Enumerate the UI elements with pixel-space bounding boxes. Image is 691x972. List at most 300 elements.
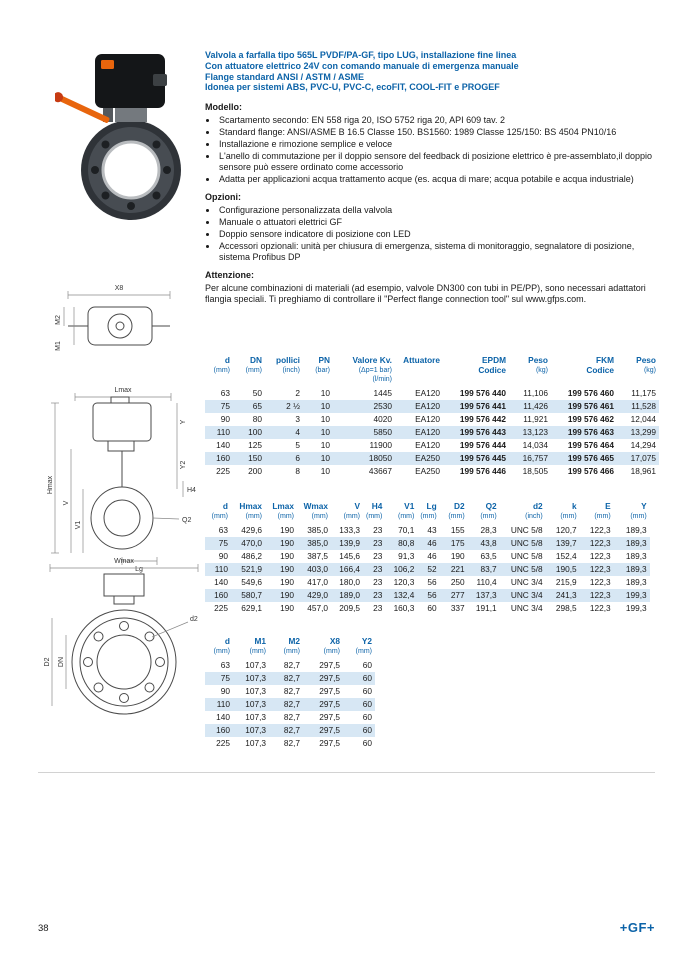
table-cell: EA250	[415, 465, 440, 476]
table-cell: 166,4	[339, 563, 360, 574]
table-row	[205, 387, 659, 400]
table-cell: 6	[295, 452, 300, 463]
table-cell: 80,8	[398, 537, 415, 548]
table-cell: 60	[362, 737, 372, 748]
column-header: Lg (mm)	[420, 501, 437, 520]
column-header: Hmax (mm)	[239, 501, 262, 520]
description-column	[205, 50, 657, 305]
table-row	[205, 452, 659, 465]
table-cell: 200	[248, 465, 262, 476]
table-cell: 56	[427, 589, 437, 600]
table-cell: 10	[320, 413, 330, 424]
table-cell: 110	[216, 698, 230, 709]
table-cell: 63	[220, 659, 230, 670]
table-cell: 56	[427, 576, 437, 587]
table-cell: 190,5	[555, 563, 577, 574]
table-cell: 199 576 462	[567, 413, 614, 424]
table-cell: 1445	[373, 387, 392, 398]
table-cell: 10	[320, 426, 330, 437]
table-cell: 5850	[373, 426, 392, 437]
dim-label-lg: Lg	[135, 566, 143, 573]
title-line: Flange standard ANSI / ASTM / ASME	[205, 71, 365, 82]
table-cell: 65	[252, 400, 262, 411]
column-header: Peso (kg)	[636, 355, 656, 374]
table-cell: 122,3	[589, 550, 611, 561]
table-row	[205, 672, 375, 685]
column-header: k (mm)	[560, 501, 577, 520]
table-cell: 17,075	[630, 452, 656, 463]
table-cell: 120,7	[555, 524, 577, 535]
table-cell: 82,7	[283, 685, 300, 696]
table-cell: 90	[218, 550, 228, 561]
column-header: D2 (mm)	[448, 501, 465, 520]
table-cell: 221	[450, 563, 465, 574]
table-cell: 122,3	[589, 537, 611, 548]
table-cell: EA120	[415, 413, 440, 424]
table-cell: 23	[373, 524, 383, 535]
table-cell: 10	[320, 439, 330, 450]
table-cell: 60	[362, 672, 372, 683]
table-cell: 122,3	[589, 576, 611, 587]
table-cell: 190	[280, 537, 294, 548]
column-header: FKM Codice	[586, 355, 614, 375]
table-cell: UNC 3/4	[510, 602, 543, 613]
column-header: Attuatore	[403, 355, 440, 365]
table-cell: 122,3	[589, 563, 611, 574]
column-header: Wmax (mm)	[303, 501, 328, 520]
title-line: Valvola a farfalla tipo 565L PVDF/PA-GF, tipo LUG, installazione fine linea	[205, 50, 517, 60]
codes-table	[205, 356, 659, 478]
table-cell: 28,3	[480, 524, 497, 535]
top-view-drawing	[52, 282, 187, 369]
table-cell: 11900	[369, 439, 392, 450]
product-photo	[55, 48, 205, 238]
bullet-item: • Doppio sensore indicatore di posizione con LED	[218, 229, 657, 240]
column-header: DN (mm)	[245, 355, 262, 374]
bullet-item: • Standard flange: ANSI/ASME B 16.5 Classe 150. BS1560: 1989 Classe 125/150: BS 4504 PN10/16	[218, 127, 657, 138]
table-cell: 13,299	[630, 426, 656, 437]
table-cell: 82,7	[283, 711, 300, 722]
column-header: M2 (mm)	[283, 636, 300, 655]
mounting-dimensions-table	[205, 637, 375, 750]
table-cell: 132,4	[393, 589, 415, 600]
table-cell: 82,7	[283, 724, 300, 735]
column-header: Valore Kv. (Δp=1 bar) (l/min)	[352, 355, 392, 383]
table-cell: 122,3	[589, 589, 611, 600]
table-row	[205, 711, 375, 724]
table-cell: 580,7	[241, 589, 262, 600]
table-cell: 140	[216, 711, 230, 722]
table-cell: 199 576 442	[459, 413, 506, 424]
table-cell: 18050	[368, 452, 392, 463]
table-cell: 60	[362, 711, 372, 722]
table-cell: 11,921	[523, 413, 548, 424]
table-cell: 63,5	[480, 550, 497, 561]
table-row	[205, 563, 650, 576]
table-cell: 190	[450, 550, 465, 561]
table-cell: 10	[320, 465, 330, 476]
table-cell: UNC 3/4	[510, 576, 543, 587]
table-cell: 107,3	[245, 737, 266, 748]
bullet-item: • Accessori opzionali: unità per chiusura di emergenza, sistema di monitoraggio, segnalatore di posizione, sistema Profibus DP	[218, 241, 657, 263]
table-cell: 110	[214, 563, 228, 574]
table-cell: EA120	[415, 400, 440, 411]
table-cell: 385,0	[307, 524, 328, 535]
dim-label-lmax: Lmax	[114, 387, 132, 394]
table-cell: 199 576 466	[567, 465, 614, 476]
table-cell: 199 576 445	[459, 452, 506, 463]
table-row	[205, 400, 659, 413]
table-cell: 82,7	[283, 737, 300, 748]
table-cell: 297,5	[319, 672, 340, 683]
table-cell: 75	[218, 537, 228, 548]
table-row	[205, 602, 650, 615]
table-cell: 107,3	[245, 724, 266, 735]
table-cell: UNC 3/4	[510, 589, 543, 600]
table-cell: UNC 5/8	[510, 550, 543, 561]
section-title-opzioni: Opzioni:	[205, 192, 241, 203]
dim-label-v1: V1	[75, 520, 82, 530]
table-cell: 10	[320, 387, 330, 398]
front-view-drawing	[45, 385, 200, 578]
table-cell: 60	[362, 724, 372, 735]
table-row	[205, 659, 375, 672]
table-cell: 2 ½	[286, 400, 300, 411]
table-cell: 46	[427, 537, 437, 548]
title-line: Con attuatore elettrico 24V con comando manuale di emergenza manuale	[205, 60, 519, 71]
column-header: V (mm)	[343, 501, 360, 520]
column-header: M1 (mm)	[249, 636, 266, 655]
table-cell: 486,2	[241, 550, 262, 561]
table-cell: 4	[295, 426, 300, 437]
table-cell: 11,175	[631, 387, 656, 398]
column-header: H4 (mm)	[366, 501, 383, 520]
bullet-item: • Manuale o attuatori elettrici GF	[218, 217, 657, 228]
table-cell: 43,8	[480, 537, 497, 548]
table-cell: 429,0	[307, 589, 328, 600]
table-cell: 60	[362, 659, 372, 670]
table-cell: 100	[248, 426, 262, 437]
table-cell: 297,5	[319, 737, 340, 748]
table-cell: 189,3	[625, 563, 647, 574]
table-row	[205, 589, 650, 602]
bullet-item: • Adatta per applicazioni acqua trattamento acque (es. acqua di mare; acqua potabile e acqua industriale)	[218, 174, 657, 185]
table-cell: 199,3	[625, 589, 647, 600]
table-cell: 297,5	[319, 724, 340, 735]
table-cell: 10	[320, 452, 330, 463]
table-cell: 199,3	[625, 602, 647, 613]
table-cell: 429,6	[241, 524, 262, 535]
table-cell: 23	[373, 537, 383, 548]
table-cell: 403,0	[307, 563, 328, 574]
table-cell: 75	[220, 400, 230, 411]
table-cell: 18,961	[630, 465, 656, 476]
table-cell: 241,3	[555, 589, 577, 600]
table-cell: 90	[220, 685, 230, 696]
table-cell: 43667	[368, 465, 392, 476]
column-header: pollici (inch)	[276, 355, 300, 374]
table-cell: 150	[248, 452, 262, 463]
table-cell: 11,426	[523, 400, 548, 411]
table-cell: 190	[280, 563, 294, 574]
table-cell: 3	[295, 413, 300, 424]
modello-bullet-list	[205, 115, 657, 185]
section-title-modello: Modello:	[205, 102, 242, 113]
table-cell: 250	[450, 576, 465, 587]
column-header: E (mm)	[594, 501, 611, 520]
table-row	[205, 550, 650, 563]
table-cell: 60	[362, 685, 372, 696]
table-row	[205, 537, 650, 550]
column-header: d (mm)	[211, 501, 228, 520]
table-cell: 23	[373, 563, 383, 574]
table-cell: 189,0	[339, 589, 360, 600]
dim-label-d2-small: d2	[190, 616, 198, 623]
table-cell: 190	[280, 602, 294, 613]
gf-logo: +GF+	[619, 920, 655, 935]
dim-label-x8: X8	[114, 285, 124, 292]
column-header: Lmax (mm)	[272, 501, 294, 520]
bullet-item: • L'anello di commutazione per il doppio sensore del feedback di posizione elettrico è pre-assemblato,il doppio sensore può essere ordinato come accessorio	[218, 151, 657, 173]
table-cell: 125	[248, 439, 262, 450]
table-row	[205, 685, 375, 698]
table-cell: 199 576 443	[459, 426, 506, 437]
table-cell: 190	[280, 589, 294, 600]
table-cell: 180,0	[339, 576, 360, 587]
table-cell: 2530	[373, 400, 392, 411]
table-cell: 46	[427, 550, 437, 561]
table-row	[205, 724, 375, 737]
table-cell: 60	[427, 602, 437, 613]
table-cell: EA120	[415, 426, 440, 437]
table-header-row	[205, 637, 375, 659]
column-header: V1 (mm)	[398, 501, 415, 520]
table-cell: 199 576 440	[459, 387, 506, 398]
table-cell: 160	[216, 452, 230, 463]
dim-label-y2: Y2	[180, 460, 187, 470]
table-cell: 122,3	[589, 602, 611, 613]
table-cell: 297,5	[319, 711, 340, 722]
table-cell: 137,3	[475, 589, 497, 600]
table-cell: 199 576 463	[567, 426, 614, 437]
table-cell: 10	[320, 400, 330, 411]
table-cell: 83,7	[480, 563, 497, 574]
table-cell: 43	[427, 524, 437, 535]
table-cell: 14,034	[522, 439, 548, 450]
table-row	[205, 439, 659, 452]
face-view-drawing	[40, 556, 208, 736]
table-cell: 14,294	[630, 439, 656, 450]
table-cell: 107,3	[245, 672, 266, 683]
table-cell: UNC 5/8	[510, 563, 543, 574]
dim-label-wmax: Wmax	[114, 558, 134, 565]
table-cell: 50	[252, 387, 262, 398]
table-row	[205, 465, 659, 478]
table-cell: 106,2	[393, 563, 415, 574]
table-cell: 4020	[373, 413, 392, 424]
valve-actuator-photo	[55, 48, 205, 233]
opzioni-bullet-list	[205, 205, 657, 263]
table-cell: 91,3	[398, 550, 415, 561]
table-cell: 297,5	[319, 659, 340, 670]
mounting-table-wrap	[205, 637, 375, 750]
column-header: PN (bar)	[315, 355, 330, 374]
table-cell: 139,9	[339, 537, 360, 548]
page-title	[205, 50, 657, 93]
table-cell: 63	[218, 524, 228, 535]
bullet-item: • Scartamento secondo: EN 558 riga 20, ISO 5752 riga 20, API 609 tav. 2	[218, 115, 657, 126]
table-cell: UNC 5/8	[510, 537, 543, 548]
dimensions-table	[205, 502, 650, 615]
column-header: EPDM Codice	[478, 355, 506, 375]
dim-label-d2-big: D2	[44, 657, 51, 667]
page-number: 38	[38, 923, 49, 934]
table-cell: 110	[216, 426, 230, 437]
table-cell: 297,5	[319, 698, 340, 709]
column-header: X8 (mm)	[323, 636, 340, 655]
table-cell: 337	[450, 602, 465, 613]
table-cell: 385,0	[307, 537, 328, 548]
table-cell: 225	[216, 737, 230, 748]
table-cell: 5	[295, 439, 300, 450]
table-cell: 209,5	[339, 602, 360, 613]
table-cell: 160,3	[393, 602, 415, 613]
column-header: Peso (kg)	[528, 355, 548, 374]
table-cell: 139,7	[555, 537, 577, 548]
table-cell: 75	[220, 672, 230, 683]
column-header: Q2 (mm)	[480, 501, 497, 520]
table-cell: 175	[450, 537, 465, 548]
table-row	[205, 524, 650, 537]
table-cell: 110,4	[476, 576, 497, 587]
column-header: d (mm)	[213, 355, 230, 374]
table-cell: 107,3	[245, 659, 266, 670]
table-row	[205, 413, 659, 426]
table-header-row	[205, 356, 659, 387]
table-cell: 629,1	[241, 602, 262, 613]
table-cell: 11,106	[523, 387, 548, 398]
table-cell: 120,3	[393, 576, 415, 587]
table-cell: 470,0	[241, 537, 262, 548]
table-cell: 387,5	[307, 550, 328, 561]
table-cell: 521,9	[241, 563, 262, 574]
dim-label-hmax: Hmax	[47, 475, 54, 495]
column-header: d2 (inch)	[525, 501, 543, 520]
table-cell: 191,1	[475, 602, 497, 613]
table-cell: 190	[280, 550, 294, 561]
table-cell: 189,3	[625, 524, 647, 535]
table-cell: 140	[216, 439, 230, 450]
table-cell: 18,505	[522, 465, 548, 476]
table-cell: EA250	[415, 452, 440, 463]
table-cell: 23	[373, 589, 383, 600]
table-cell: 140	[214, 576, 228, 587]
table-cell: 82,7	[283, 672, 300, 683]
table-cell: 199 576 460	[567, 387, 614, 398]
table-cell: 107,3	[245, 711, 266, 722]
table-cell: 52	[427, 563, 437, 574]
dim-label-v: V	[63, 500, 70, 506]
table-cell: 160	[214, 589, 228, 600]
table-cell: 189,3	[625, 576, 647, 587]
table-row	[205, 576, 650, 589]
table-cell: 199 576 461	[567, 400, 614, 411]
table-row	[205, 698, 375, 711]
table-cell: 160	[216, 724, 230, 735]
dim-label-q2: Q2	[182, 517, 192, 524]
table-cell: 225	[214, 602, 228, 613]
table-cell: 13,123	[522, 426, 548, 437]
table-cell: 277	[450, 589, 465, 600]
table-cell: 90	[220, 413, 230, 424]
codes-table-wrap	[205, 356, 659, 478]
table-cell: 16,757	[522, 452, 548, 463]
table-cell: 190	[280, 524, 294, 535]
title-line: Idonea per sistemi ABS, PVC-U, PVC-C, ecoFIT, COOL-FIT e PROGEF	[205, 82, 500, 93]
column-header: d (mm)	[213, 636, 230, 655]
table-cell: 199 576 464	[567, 439, 614, 450]
table-cell: 82,7	[283, 659, 300, 670]
table-row	[205, 737, 375, 750]
table-cell: 107,3	[245, 685, 266, 696]
table-cell: 2	[295, 387, 300, 398]
table-cell: 155	[450, 524, 465, 535]
table-cell: 63	[220, 387, 230, 398]
table-cell: 11,528	[631, 400, 656, 411]
table-cell: EA120	[415, 439, 440, 450]
section-title-attenzione: Attenzione:	[205, 270, 254, 281]
dim-label-y: Y	[180, 419, 187, 425]
table-cell: 225	[216, 465, 230, 476]
table-cell: 457,0	[307, 602, 328, 613]
table-cell: 417,0	[307, 576, 328, 587]
table-cell: 297,5	[319, 685, 340, 696]
table-cell: 199 576 444	[459, 439, 506, 450]
table-cell: 60	[362, 698, 372, 709]
table-cell: 133,3	[339, 524, 360, 535]
table-cell: 298,5	[555, 602, 577, 613]
table-cell: 549,6	[241, 576, 262, 587]
table-cell: 152,4	[555, 550, 577, 561]
table-cell: 107,3	[245, 698, 266, 709]
table-cell: EA120	[415, 387, 440, 398]
table-cell: 82,7	[283, 698, 300, 709]
table-cell: 23	[373, 550, 383, 561]
table-cell: 189,3	[625, 550, 647, 561]
table-cell: 199 576 441	[459, 400, 506, 411]
dim-label-dn: DN	[58, 656, 65, 668]
table-cell: 70,1	[398, 524, 415, 535]
table-cell: 8	[295, 465, 300, 476]
table-cell: 122,3	[589, 524, 611, 535]
table-header-row	[205, 502, 650, 524]
table-row	[205, 426, 659, 439]
column-header: Y (mm)	[630, 501, 647, 520]
dimensions-table-wrap	[205, 502, 650, 615]
table-cell: 189,3	[625, 537, 647, 548]
table-cell: 199 576 446	[459, 465, 506, 476]
table-cell: UNC 5/8	[510, 524, 543, 535]
table-cell: 80	[252, 413, 262, 424]
footer-divider	[38, 772, 655, 773]
table-cell: 199 576 465	[567, 452, 614, 463]
table-cell: 23	[373, 602, 383, 613]
dim-label-h4: H4	[187, 487, 196, 494]
table-cell: 145,6	[339, 550, 360, 561]
column-header: Y2 (mm)	[355, 636, 372, 655]
table-cell: 190	[280, 576, 294, 587]
bullet-item: • Installazione e rimozione semplice e veloce	[218, 139, 657, 150]
